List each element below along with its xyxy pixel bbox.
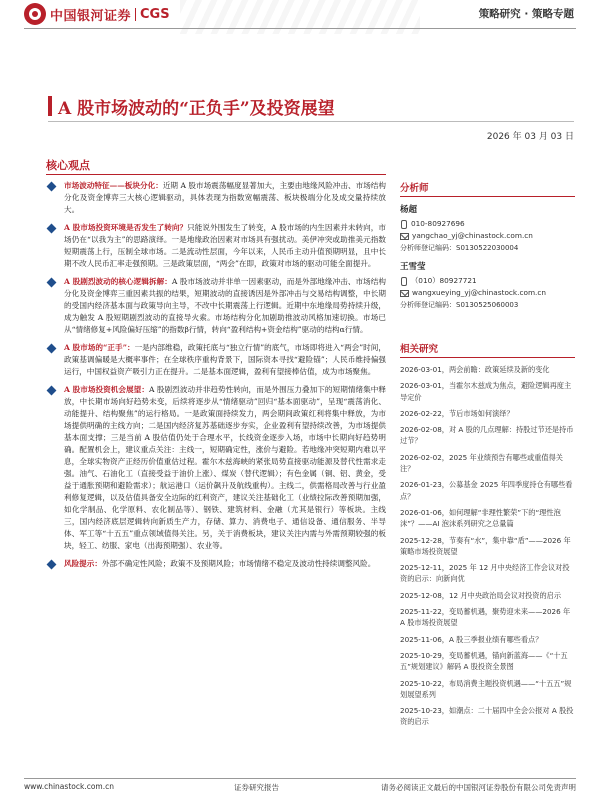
related-research-item[interactable]: 2026-01-23，公募基金 2025 年四季度持仓有哪些看点？: [400, 480, 573, 501]
related-research-item[interactable]: 2026-03-01，当霍尔木兹成为焦点，避险逻辑再度主导定价: [400, 381, 572, 402]
logo-text: 中国银河证券: [50, 8, 132, 24]
footer-divider: [24, 778, 576, 779]
diamond-bullet-icon: [47, 386, 57, 396]
core-views-heading: 核心观点: [46, 159, 90, 172]
diamond-bullet-icon: [47, 560, 57, 570]
related-research-item[interactable]: 2025-12-11，2025 年 12 月中央经济工作会议对投资的启示：向新向优: [400, 563, 570, 584]
related-research-item[interactable]: 2026-01-06，如何理解“非理性繁荣”下的“理性泡沫”？——AI 泡沫系列研究之总量篇: [400, 507, 561, 529]
point-text: 只能说外围发生了转变，A 股市场的内生因素并未转向，市场仍在“以我为主”的思路演绎。一是地缘政治因素对市场具有强扰动。美伊冲突或助推美元指数短期震荡上行，压制全球市场。二是流动性层面，今年以来，人民币主动升值预期明显，且中长期不改人民币汇率走强预期。三是政策层面，“两会”在即，政策对市场的驱动可能全面提升。: [64, 223, 386, 268]
analyst-registration: 分析师登记编码：S0130525060003: [400, 301, 519, 309]
related-research-heading: 相关研究: [400, 341, 575, 358]
email-link[interactable]: yangchao_yj@chinastock.com.cn: [412, 231, 533, 240]
related-research-item[interactable]: 2026-03-01，两会前瞻：政策延续及新的变化: [400, 365, 550, 374]
phone-number: 010-80927696: [411, 219, 465, 228]
core-view-point: [46, 342, 386, 378]
footer-website[interactable]: www.chinastock.com.cn: [24, 782, 114, 791]
logo-divider: [135, 8, 136, 21]
report-date: 2026 年 03 月 03 日: [486, 132, 574, 142]
analyst-phone: [400, 218, 575, 230]
diamond-bullet-icon: [47, 278, 57, 288]
point-lead: 风险提示：: [64, 559, 102, 568]
analyst-email: [400, 230, 575, 242]
point-text: 一是内部维稳，政策托底与“独立行情”的底气，市场即将进入“两会”时间，政策基调偏暖是大概率事件；在全球秩序重构背景下，国际资本寻找“避险锚”；人民币维持偏强运行，中国权益资产吸引力正在提升。二是基本面逻辑，盈利有望接棒估值，成为市场聚焦。: [64, 343, 386, 376]
related-research-item[interactable]: 2025-11-06，A 股三季报业绩有哪些看点？: [400, 634, 543, 644]
point-lead: A 股市场的“正手”：: [64, 343, 135, 352]
logo-en-text: CGS: [140, 6, 170, 22]
point-text: 外部不确定性风险；政策不及预期风险；市场情绪不稳定及波动性持续调整风险。: [101, 559, 376, 568]
analyst-card: [400, 260, 575, 311]
diamond-bullet-icon: [47, 344, 57, 354]
point-text: 近期 A 股市场震荡幅度显著加大，主要由地缘风险冲击、市场结构分化及资金博弈三大核心逻辑驱动，具体表现为指数宽幅震荡、板块极端分化及成交量持续放大。: [64, 181, 387, 214]
point-lead: A 股剧烈波动的核心逻辑拆解：: [64, 277, 172, 286]
page-header: [0, 0, 600, 34]
core-view-point: [46, 180, 386, 216]
mail-icon: [400, 233, 409, 240]
related-research-item[interactable]: 2025-10-22，布局消费主题投资机遇——“十五五”规划展望系列: [400, 678, 572, 699]
point-lead: A 股市场投资环境是否发生了转向？: [64, 223, 188, 232]
analyst-name: 杨超: [400, 205, 418, 215]
page-title: A 股市场波动的“正负手”及投资展望: [58, 99, 335, 119]
analyst-registration: 分析师登记编码：S0130522030004: [400, 244, 519, 252]
footer-report-label: 证券研究报告: [234, 783, 279, 792]
related-research-item[interactable]: 2026-02-22，节后市场如何演绎？: [400, 408, 514, 418]
related-research-list: [400, 364, 575, 728]
core-view-point: [46, 276, 386, 336]
related-research-item[interactable]: 2025-11-22，变局蓄机遇，聚势迎未来——2026 年 A 股市场投资展望: [400, 607, 571, 628]
core-views-divider: [46, 174, 386, 175]
email-link[interactable]: wangxueying_yj@chinastock.com.cn: [412, 288, 547, 297]
related-research-item[interactable]: 2026-02-02，2025 年业绩预告有哪些或重值得关注？: [400, 452, 563, 474]
phone-icon: [401, 220, 407, 229]
phone-icon: [401, 277, 407, 286]
point-text: A 股剧烈波动并非趋势性转向，而是外围压力叠加下的短期情绪集中释放，中长期市场向好趋势未变，后续将逐步从“情绪驱动”回归“基本面驱动”，呈现“震荡消化、动能提升、结构聚焦”的运行格局。一是政策面持续发力，两会期间政策红利将集中释放，为市场提供明确的主线方向；二是国内经济复苏基础逐步夯实，企业盈利有望持续改善，为市场提供基本面支撑；三是当前 A 股估值仍处于合理水平，长线资金逐步入场，市场中长期向好趋势明确。配置机会上，建议重点关注：主线一，短期确定性，涨价与避险。若地缘冲突短期内难以平息，全球实物资产正经历价值重估过程。霍尔木兹海峡的紧张局势直接驱动能源及替代性需求走强。油气、石油化工（直接受益于油价上涨）、煤炭（替代逻辑）；有色金属（铜、铝、黄金，受益于通胀预期和避险需求）；航运港口（运价飙升及航线重构）。主线二，供需格局改善与行业盈利修复逻辑，以及估值具备安全边际的红利资产，建议关注基础化工（业绩拉际改善预期加强，如化学制品、化学原料、农化制品等）、钢铁、建筑材料、金融（尤其是银行）等板块。主线三，国内经济底层逻辑转向新质生产力，存储、算力、消费电子、通信设备、通信服务、半导体、军工等“十五五”重点领域值得关注。另，关于消费板块，建议关注内需与外需预期较强的板块，轻工、纺服、家电（出海预期强）、农业等。: [64, 385, 386, 550]
related-research-item[interactable]: 2026-02-08，对 A 股的几点理解：持股过节还是持币过节？: [400, 425, 574, 446]
analyst-card: [400, 203, 575, 254]
core-view-point: [46, 558, 386, 570]
analyst-phone: [400, 275, 575, 287]
footer-disclaimer: 请务必阅读正文最后的中国银河证券股份有限公司免责声明: [381, 783, 576, 792]
header-divider: [24, 28, 576, 29]
analyst-name: 王雪莹: [400, 262, 426, 272]
title-accent-bar: [48, 96, 52, 116]
related-research-item[interactable]: 2025-10-23，如潮点：二十届四中全会公报对 A 股投资的启示: [400, 706, 574, 727]
core-views-list: [46, 180, 386, 576]
company-logo: [24, 3, 170, 25]
mail-icon: [400, 290, 409, 297]
point-lead: A 股市场投资机会展望：: [64, 385, 149, 394]
point-lead: 市场波动特征——板块分化：: [64, 181, 163, 190]
related-research-item[interactable]: 2025-12-28，节奏有“水”，集中靠“盾”——2026 年策略市场投资展望: [400, 535, 571, 556]
point-text: A 股市场波动并非单一因素驱动，而是外部地缘冲击、市场结构分化及资金博弈三重因素共振的结果，短期波动的直接诱因是外部冲击与交易结构调整，中长期的受国内经济基本面与政策导向主导，不改中长期震荡上行逻辑。近期中东地缘局势持续升级，成为触发 A 股短期剧烈波动的直接导火索。市场结构分化加剧助推波动风格加速切换。市场已从“情绪修复+风险偏好压缩”的指数β行情，转向“盈利结构+资金结构”驱动的结构α行情。: [64, 277, 386, 334]
analyst-email: [400, 287, 575, 299]
core-view-point: [46, 222, 386, 270]
diamond-bullet-icon: [47, 224, 57, 234]
related-research-item[interactable]: 2025-10-29，变局蓄机遇，锚向新蓝海——《“十五五”规划建议》解码 A 股投资全景图: [400, 650, 568, 672]
core-view-point: [46, 384, 386, 552]
logo-icon: [24, 3, 46, 25]
diamond-bullet-icon: [47, 182, 57, 192]
related-research-item[interactable]: 2025-12-08，12 月中央政治局会议对投资的启示: [400, 590, 562, 600]
phone-number: （010）80927721: [411, 276, 477, 285]
sidebar: [400, 180, 575, 733]
title-divider: [48, 121, 574, 122]
report-type: 策略研究 · 策略专题: [478, 8, 574, 20]
analyst-heading: 分析师: [400, 180, 575, 197]
